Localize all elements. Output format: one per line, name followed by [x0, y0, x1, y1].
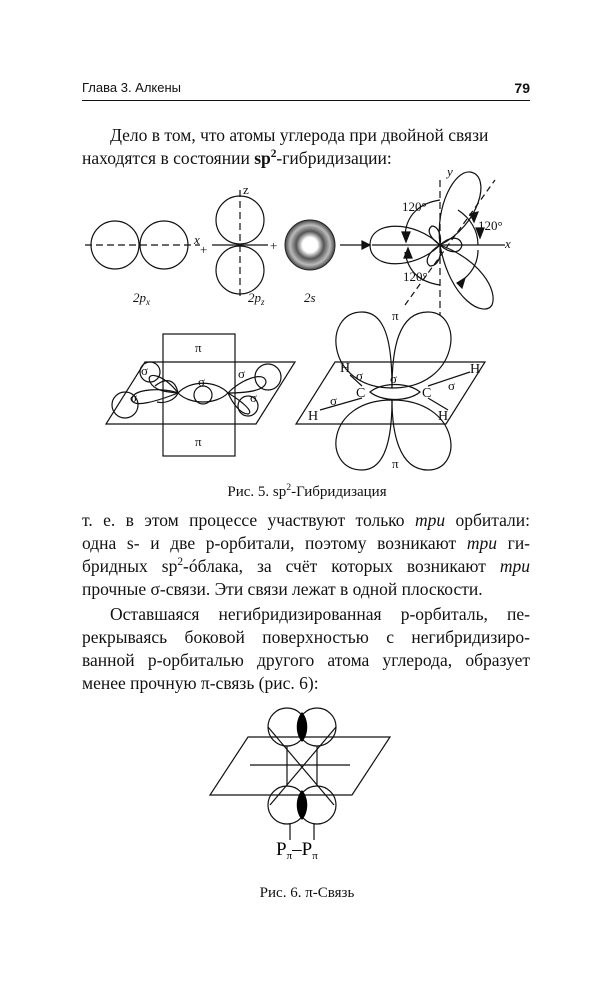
intro-text: находятся в состоянии [82, 148, 255, 168]
intro-line-1: Дело в том, что атомы углерода при двойной связи [110, 125, 489, 145]
running-header [82, 80, 530, 101]
sigma-label: σ [390, 371, 398, 386]
pi-label-top-left: π [195, 340, 202, 355]
para2-line-1: т. е. в этом процессе участвуют только три орбитали: [82, 510, 530, 530]
sigma-label: σ [448, 378, 456, 393]
label-2px: $2p_x$ [133, 290, 150, 307]
para2-line-2: одна s- и две p-орбитали, поэтому возникают три ги- [82, 533, 531, 553]
caption-sup: 2 [286, 482, 292, 493]
caption-text-end: -Гибридизация [291, 484, 387, 500]
sigma-label: σ [250, 390, 258, 405]
axis-x-label-2: x [505, 236, 511, 251]
sigma-label: σ [238, 366, 246, 381]
angle-label-right: 120° [478, 218, 503, 233]
para3-line-4: менее прочную π-связь (рис. 6): [82, 673, 319, 693]
atom-c-left: C [356, 386, 366, 401]
sigma-label: σ [330, 393, 338, 408]
figure-6-diagram [0, 700, 614, 870]
para2-line-3: бридных $sp^2$-óблака, за счёт которых возникают три [82, 556, 530, 576]
paragraph-2 [82, 509, 530, 601]
plus-label-1: + [200, 242, 208, 257]
intro-sp: sp [254, 148, 271, 168]
figure-5-caption [0, 484, 614, 501]
axis-z-label: z [243, 182, 249, 197]
pi-label-bottom-right: π [392, 456, 399, 471]
label-2pz: $2p_z$ [248, 290, 265, 307]
angle-label-top: 120° [402, 199, 427, 214]
p-pi-label: $P_\pi-P_\pi$ [276, 839, 318, 862]
pi-label-bottom-left: π [195, 434, 202, 449]
atom-h-4: H [470, 362, 481, 377]
axis-x-label: x [194, 232, 200, 247]
sigma-label: σ [141, 363, 149, 378]
para2-line-4: прочные σ-связи. Эти связи лежат в одной плоскости. [82, 579, 483, 599]
para3-line-1: Оставшаяся негибридизированная p-орбиталь, пе- [110, 604, 530, 624]
intro-paragraph [82, 124, 530, 170]
page-number: 79 [514, 80, 530, 96]
chapter-title: Глава 3. Алкены [82, 80, 182, 95]
atom-h-3: H [438, 409, 449, 424]
intro-sup: 2 [270, 148, 277, 161]
atom-c-right: C [422, 386, 432, 401]
figure-5-diagram [0, 170, 614, 480]
atom-h-2: H [308, 409, 319, 424]
axis-y-label: y [447, 170, 453, 179]
plus-label-2: + [270, 238, 278, 253]
para3-line-2: рекрываясь боковой поверхностью с негибридизиро- [82, 627, 530, 647]
sigma-label: σ [356, 368, 364, 383]
sigma-label: σ [198, 374, 206, 389]
intro-text-end: -гибридизации: [276, 148, 392, 168]
atom-h-1: H [340, 361, 351, 376]
pi-label-top-right: π [392, 308, 399, 323]
angle-label-bottom: 120° [403, 269, 428, 284]
label-2s: 2s [304, 290, 316, 305]
figure-6-caption: Рис. 6. π-Связь [259, 885, 355, 901]
intro-line-2 [82, 147, 530, 170]
sigma-label: σ [130, 390, 138, 405]
para3-line-3: ванной p-орбиталью другого атома углерода, образует [82, 650, 530, 670]
caption-text: Рис. 5. sp [227, 484, 287, 500]
paragraph-3 [82, 603, 530, 695]
